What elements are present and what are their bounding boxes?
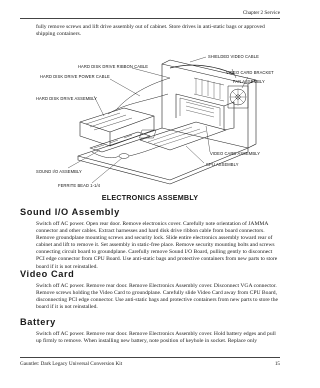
section-heading-battery: Battery [20,317,56,327]
hard-disk-drive-assembly [80,108,154,132]
callout-video-card-bracket: VIDEO CARD BRACKET [226,70,274,75]
electronics-assembly-figure [20,44,282,192]
section-heading-sound-io: Sound I/O Assembly [20,207,120,217]
section-heading-video-card: Video Card [20,269,75,279]
electronics-assembly-drawing [20,44,282,192]
callout-hdd-ribbon-cable: HARD DISK DRIVE RIBBON CABLE [78,64,149,69]
callout-video-card-assembly: VIDEO CARD ASSEMBLY [210,151,261,156]
callout-sound-io-assembly: SOUND I/O ASSEMBLY [36,169,82,174]
cpu-board [140,122,226,150]
video-card-bracket [224,102,234,130]
intro-paragraph: fully remove screws and lift drive assembly out of cabinet. Store drives in anti-static bags or approved shipping containers. [36,24,265,37]
callout-cpu-assembly: CPU ASSEMBLY [206,162,239,167]
chapter-header: Chapter 2 Service [242,10,280,16]
callout-fan-assembly: FAN ASSEMBLY [233,79,265,84]
callout-ferrite-bead: FERRITE BEAD 1-1/4 [58,183,101,188]
callout-shielded-video-cable: SHIELDED VIDEO CABLE [208,54,259,59]
hdd-power-cable [108,94,168,114]
section-body-sound-io: Switch off AC power. Open rear door. Remove electronics cover. Carefully note orientation of JAMMA connector and other cables. Extract harnesses and hard disk drive ribbon cable from board connectors. Remove groundplane mounting screws and security lock. Slide entire electronics assembly toward rear of cabinet and lift to remove it. Set assembly in static-free place. Remove security mounting bolts and screws connecting circuit board to groundplane. Carefully remove Sound I/O Board, pulling gently to disconnect PCI edge connector from CPU Board. Use anti-static bags and protective containers from new parts to store board if it is not reinstalled. [36,221,278,270]
footer-document-title: Gauntlet: Dark Legacy Universal Conversion Kit [20,361,123,367]
callout-hdd-assembly: HARD DISK DRIVE ASSEMBLY [36,96,98,101]
figure-caption: ELECTRONICS ASSEMBLY [101,193,199,202]
section-body-video-card: Switch off AC power. Remove rear door. Remove Electronics Assembly cover. Disconnect VGA connector. Remove screws holding the Video Card to groundplane. Carefully slide Video Card away from CPU Board, disconnecting PCI edge connector. Use anti-static bags and protective containers from new parts to store the board if it is not reinstalled. [36,283,279,311]
callout-hdd-power-cable: HARD DISK DRIVE POWER CABLE [40,74,110,79]
ferrite-bead [119,154,129,159]
section-body-battery: Switch off AC power. Remove rear door. Remove Electronics Assembly cover. Hold battery edges and pull up firmly to remove. When installing new battery, note position of keyhole in socket. Replace only [36,331,276,345]
footer-rule [20,357,280,358]
chassis-rear-wall [162,64,248,148]
header-rule [20,18,280,19]
footer-page-number: 15 [274,361,280,367]
